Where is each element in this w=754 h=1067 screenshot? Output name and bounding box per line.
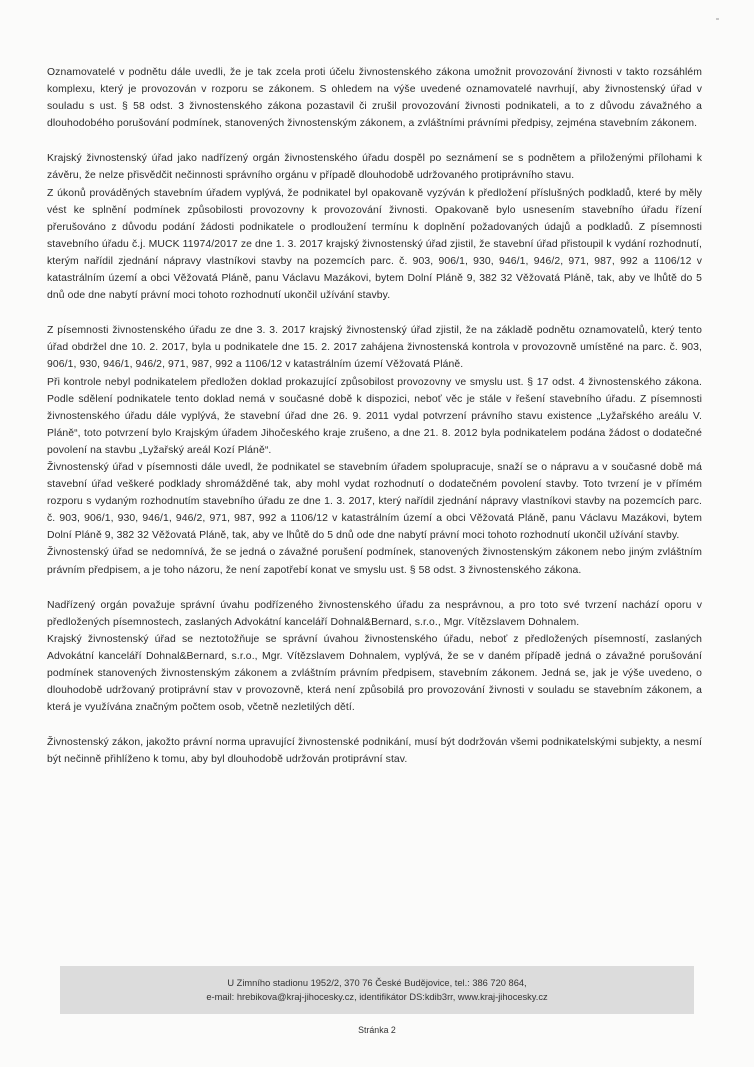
paragraph: Živnostenský zákon, jakožto právní norma upravující živnostenské podnikání, musí být dodržován všemi podnikatelskými subjekty, a nesmí být nečinně přihlíženo k tomu, aby byl dlouhodobě udržován protiprávní stav. <box>47 737 702 766</box>
footer-address: U Zimního stadionu 1952/2, 370 76 České Budějovice, tel.: 386 720 864, <box>227 978 527 988</box>
paragraph: Při kontrole nebyl podnikatelem předložen doklad prokazující způsobilost provozovny ve smyslu ust. § 17 odst. 4 živnostenského zákona. Podle sdělení podnikatele tento doklad nemá v současné době k dispozici, neboť věc je stále v řešení stavebního úřadu. Z písemnosti živnostenského úřadu dále vyplývá, že stavební úřad dne 26. 9. 2011 vydal potvrzení právního stavu existence „Lyžařského areálu V. Pláně“, toto potvrzení bylo Krajským úřadem Jihočeského kraje zrušeno, a dne 21. 8. 2012 byla podnikatelem podána žádost o dodatečné povolení na stavbu „Lyžařský areál Kozí Pláně“. <box>47 376 702 456</box>
document-body <box>47 64 702 768</box>
paragraph: Živnostenský úřad v písemnosti dále uvedl, že podnikatel se stavebním úřadem spolupracuje, snaží se o nápravu a v současné době má stavební úřad veškeré podklady shromážděné tak, aby mohl vydat rozhodnutí o dodatečném povolení stavby. Toto tvrzení je v přímém rozporu s vydaným rozhodnutím stavebního úřadu ze dne 1. 3. 2017, který nařídil zjednání nápravy vlastníkovi stavby na pozemcích parc. č. 903, 906/1, 930, 946/1, 946/2, 971, 987, 992 a 1106/12 v katastrálním území a obci Věžovatá Pláně, panu Václavu Mazákovi, bytem Dolní Pláně 9, 382 32 Věžovatá Pláně, tak, aby ve lhůtě do 5 dnů ode dne nabytí právní moci tohoto rozhodnutí ukončil užívání stavby. <box>47 461 702 542</box>
paragraph: Oznamovatelé v podnětu dále uvedli, že je tak zcela proti účelu živnostenského zákona umožnit provozování živnosti v takto rozsáhlém komplexu, který je provozován v rozporu se zákonem. S ohledem na výše uvedené oznamovatelé navrhují, aby živnostenský úřad v souladu s ust. § 58 odst. 3 živnostenského zákona pozastavil či zrušil provozování živnosti podnikateli, a to z důvodu závažného a dlouhodobého porušování podmínek, stanovených živnostenským zákonem, a zvláštními právními předpisy, zejména stavebním zákonem. <box>47 67 702 130</box>
paragraph: Z úkonů prováděných stavebním úřadem vyplývá, že podnikatel byl opakovaně vyzýván k předložení příslušných podkladů, které by měly vést ke splnění podmínek způsobilosti provozovny k provozování živnosti. Opakovaně bylo usnesením stavebního úřadu řízení přerušováno z důvodu podání žádosti podnikatele o prodloužení termínu k doplnění požadovaných údajů a podkladů. Z písemnosti stavebního úřadu č.j. MUCK 11974/2017 ze dne 1. 3. 2017 krajský živnostenský úřad zjistil, že stavební úřad přistoupil k vydání rozhodnutí, kterým nařídil zjednání nápravy vlastníkovi stavby na pozemcích parc. č. 903, 906/1, 930, 946/1, 946/2, 971, 987, 992 a 1106/12 v katastrálním území a obci Věžovatá Pláně, panu Václavu Mazákovi, bytem Dolní Pláně 9, 382 32 Věžovatá Pláně, tak, aby ve lhůtě do 5 dnů ode dne nabytí právní moci tohoto rozhodnutí ukončil užívání stavby. <box>47 187 702 302</box>
paragraph: Z písemnosti živnostenského úřadu ze dne 3. 3. 2017 krajský živnostenský úřad zjistil, že na základě podnětu oznamovatelů, který tento úřad obdržel dne 10. 2. 2017, byla u podnikatele dne 15. 2. 2017 zahájena živnostenská kontrola v provozovně umístěné na parc. č. 903, 906/1, 930, 946/1, 946/2, 971, 987, 992 a 1106/12 v katastrálním území Věžovatá Pláně. <box>47 325 702 371</box>
paragraph: Nadřízený orgán považuje správní úvahu podřízeného živnostenského úřadu za nesprávnou, a pro toto své tvrzení nachází oporu v předložených písemnostech, zaslaných Advokátní kanceláří Dohnal&Bernard, s.r.o., Mgr. Vítězslavem Dohnalem. <box>47 599 702 628</box>
footer-contact <box>60 966 694 1014</box>
paragraph: Krajský živnostenský úřad se neztotožňuje se správní úvahou živnostenského úřadu, neboť z předložených písemností, zaslaných Advokátní kanceláří Dohnal&Bernard, s.r.o., Mgr. Vítězslavem Dohnalem, vyplývá, že se v daném případě jedná o závažné porušování podmínek stanovených živnostenským zákonem a zvláštním právním předpisem, stavebním zákonem. Jedná se, jak je výše uvedeno, o dlouhodobě udržovaný protiprávní stav v provozovně, která není způsobilá pro provozování živnosti v souladu se stavebním zákonem, a která je využívána značným počtem osob, včetně nezletilých dětí. <box>47 633 702 714</box>
paragraph: Krajský živnostenský úřad jako nadřízený orgán živnostenského úřadu dospěl po seznámení se s podnětem a přiloženými přílohami k závěru, že nelze přisvědčit nečinnosti správního orgánu v případě dlouhodobě udržovaného protiprávního stavu. <box>47 153 702 182</box>
scan-mark <box>716 18 719 20</box>
paragraph: Živnostenský úřad se nedomnívá, že se jedná o závažné porušení podmínek, stanovených živnostenským zákonem nebo jiným zvláštním právním předpisem, a je toho názoru, že není zapotřebí konat ve smyslu ust. § 58 odst. 3 živnostenského zákona. <box>47 547 702 576</box>
page-number: Stránka 2 <box>358 1025 396 1035</box>
footer-contact-line: e-mail: hrebikova@kraj-jihocesky.cz, identifikátor DS:kdib3rr, www.kraj-jihocesky.cz <box>206 992 548 1002</box>
